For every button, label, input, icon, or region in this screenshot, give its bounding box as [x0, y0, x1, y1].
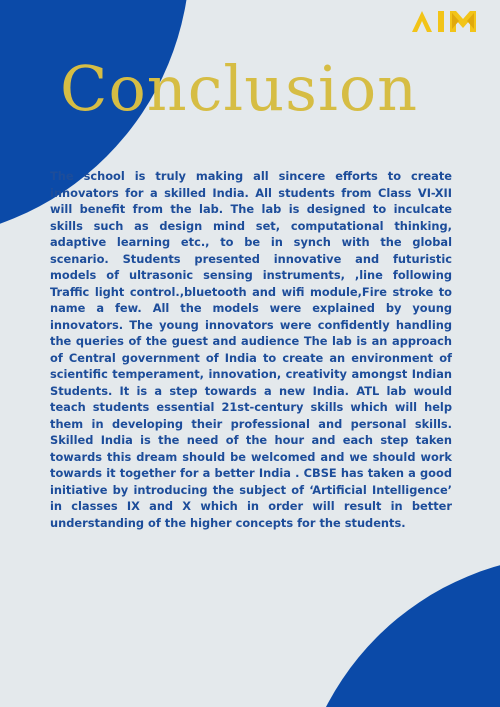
bottom-right-decorative-shape [295, 555, 500, 707]
page-title: Conclusion [60, 52, 419, 125]
conclusion-paragraph: The school is truly making all sincere efforts to create innovators for a skilled India. All students from Class VI-XII will benefit from the lab. The lab is designed to inculcate skills such as design mind set, computational thinking, adaptive learning etc., to be in synch with the global scenario. Students presented innovative and futuristic models of ultrasonic sensing instruments, ,line following Traffic light control.,bluetooth and wifi module,Fire stroke to name a few. All the models were explained by young innovators. The young innovators were confidently handling the queries of the guest and audience The lab is an approach of Central government of India to create an environment of scientific temperament, innovation, creativity amongst Indian Students. It is a step towards a new India. ATL lab would teach students essential 21st-century skills which will help them in developing their professional and personal skills. Skilled India is the need of the hour and each step taken towards this dream should be welcomed and we should work towards it together for a better India . CBSE has taken a good initiative by introducing the subject of ‘Artificial Intelligence’ in classes IX and X which in order will result in better understanding of the higher concepts for the students. [50, 169, 452, 530]
aim-logo [410, 8, 492, 34]
